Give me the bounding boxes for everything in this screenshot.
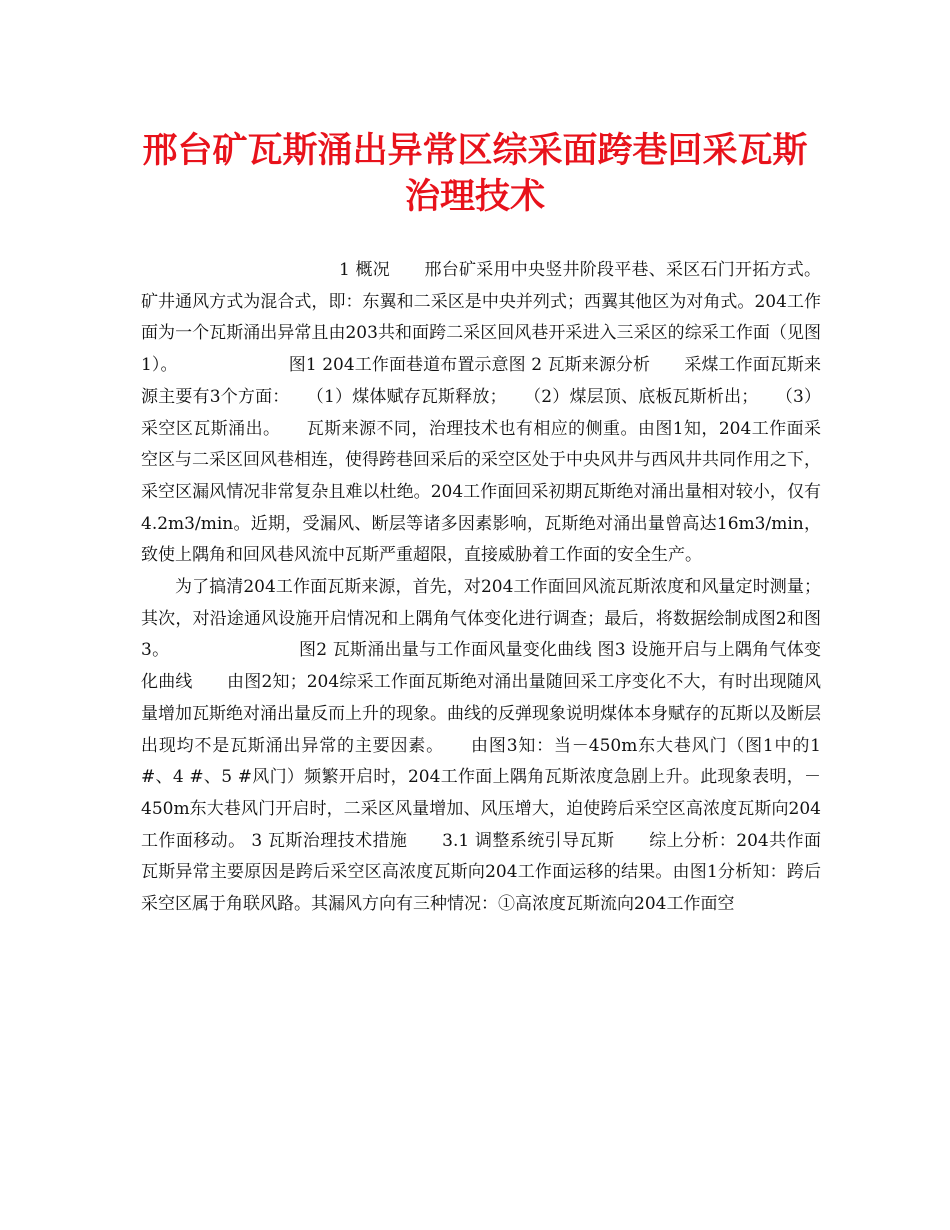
document-body bbox=[141, 255, 821, 921]
body-paragraph-1: 1 概况 邢台矿采用中央竖井阶段平巷、采区石门开拓方式。矿井通风方式为混合式，即：东翼和二采区是中央并列式；西翼其他区为对角式。204工作面为一个瓦斯涌出异常且由203共和面跨二采区回风巷开采进入三采区的综采工作面（见图1）。 图1 204工作面巷道布置示意图 2 瓦斯来源分析 采煤工作面瓦斯来源主要有3个方面： （1）煤体赋存瓦斯释放； （2）煤层顶、底板瓦斯析出； （3）采空区瓦斯涌出。 瓦斯来源不同，治理技术也有相应的侧重。由图1知，204工作面采空区与二采区回风巷相连，使得跨巷回采后的采空区处于中央风井与西风井共同作用之下，采空区漏风情况非常复杂且难以杜绝。204工作面回采初期瓦斯绝对涌出量相对较小，仅有4.2m3/min。近期，受漏风、断层等诸多因素影响，瓦斯绝对涌出量曾高达16m3/min，致使上隅角和回风巷风流中瓦斯严重超限，直接威胁着工作面的安全生产。 bbox=[141, 260, 821, 566]
document-title bbox=[100, 128, 850, 220]
body-paragraph-2: 为了搞清204工作面瓦斯来源，首先，对204工作面回风流瓦斯浓度和风量定时测量；其次，对沿途通风设施开启情况和上隅角气体变化进行调查；最后，将数据绘制成图2和图3。 图2 瓦斯涌出量与工作面风量变化曲线 图3 设施开启与上隅角气体变化曲线 由图2知；204综采工作面瓦斯绝对涌出量随回采工序变化不大，有时出现随风量增加瓦斯绝对涌出量反而上升的现象。曲线的反弹现象说明煤体本身赋存的瓦斯以及断层出现均不是瓦斯涌出异常的主要因素。 由图3知：当－450m东大巷风门（图1中的1 #、4 #、5 #风门）频繁开启时，204工作面上隅角瓦斯浓度急剧上升。此现象表明，－450m东大巷风门开启时，二采区风量增加、风压增大，迫使跨后采空区高浓度瓦斯向204工作面移动。 3 瓦斯治理技术措施 3.1 调整系统引导瓦斯 综上分析：204共作面瓦斯异常主要原因是跨后采空区高浓度瓦斯向204工作面运移的结果。由图1分析知：跨后采空区属于角联风路。其漏风方向有三种情况：①高浓度瓦斯流向204工作面空 bbox=[141, 577, 821, 915]
title-line-1: 邢台矿瓦斯涌出异常区综采面跨巷回采瓦斯 bbox=[142, 130, 808, 171]
title-line-2: 治理技术 bbox=[404, 176, 545, 217]
